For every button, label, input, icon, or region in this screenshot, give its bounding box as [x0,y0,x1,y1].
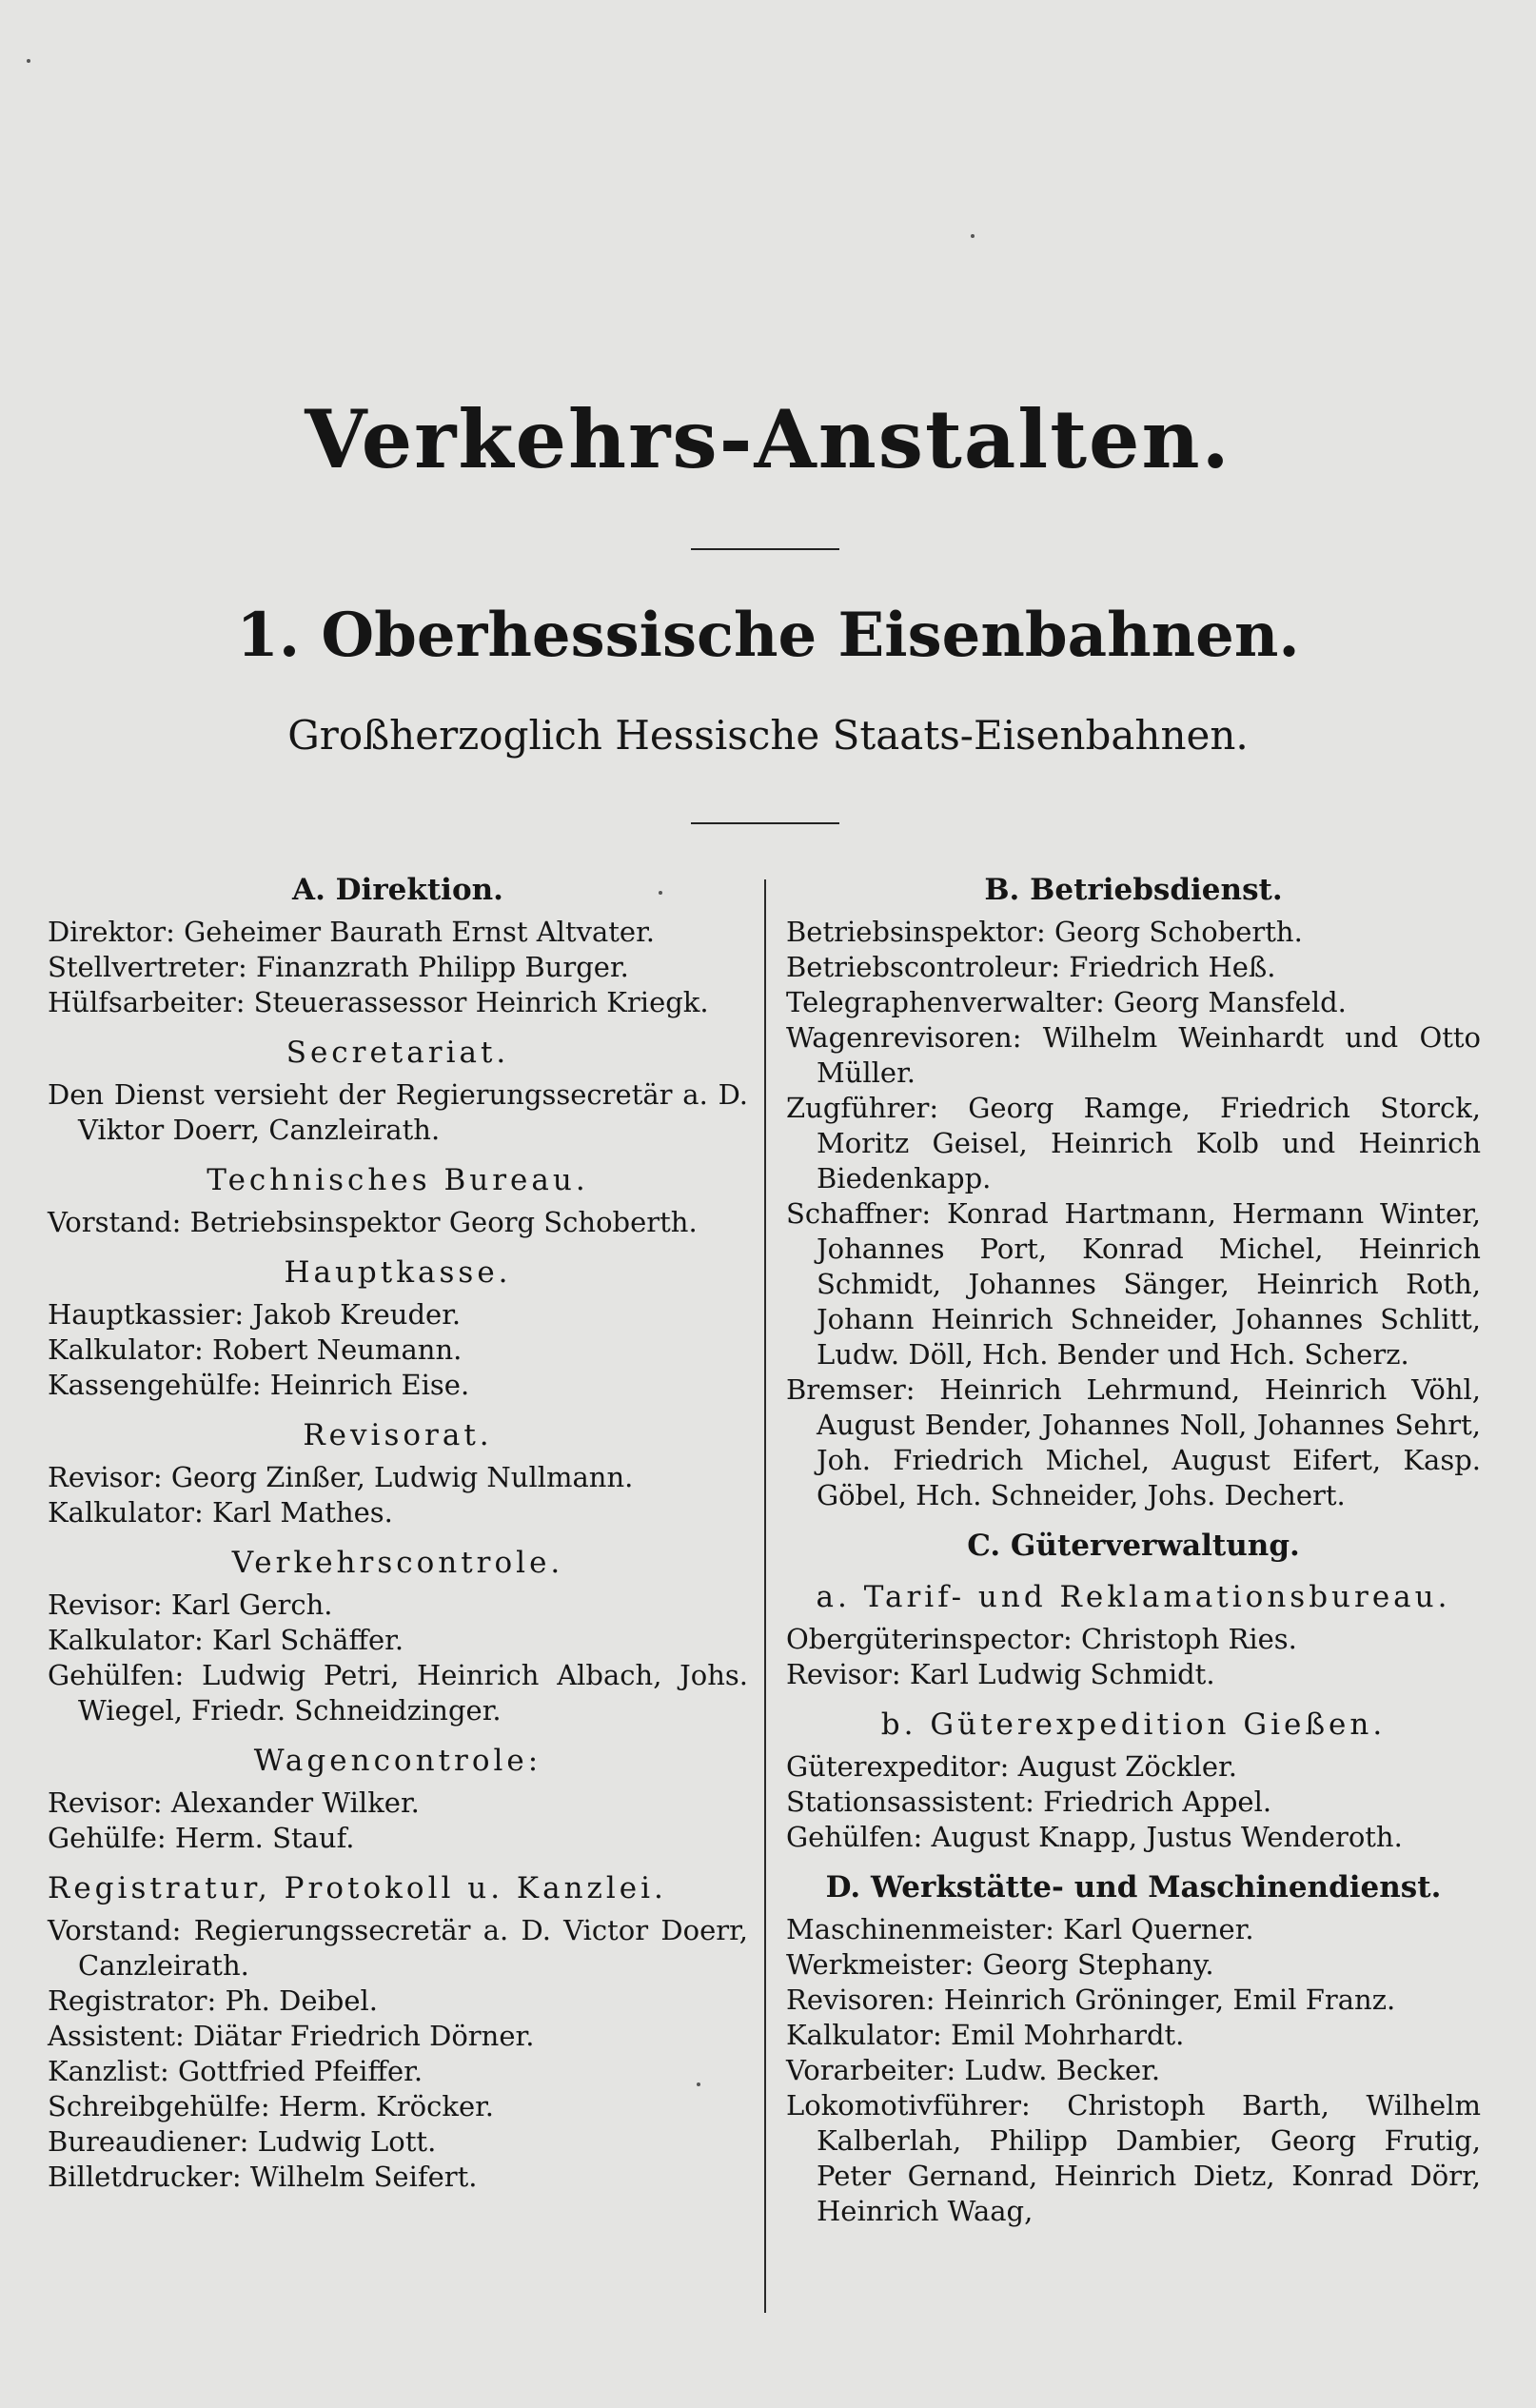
entry: Kanzlist: Gottfried Pfeiffer. [48,2055,423,2087]
right-column [786,871,1481,2229]
heading-gueterexpedition: b. Güterexpedition Gießen. [880,1707,1387,1742]
entry: Betriebscontroleur: Friedrich Heß. [786,951,1276,983]
entry: Stellvertreter: Finanzrath Philipp Burger. [48,951,629,983]
entry: Gehülfe: Herm. Stauf. [48,1822,355,1854]
entry: Telegraphenverwalter: Georg Mansfeld. [786,986,1347,1018]
entry: Kalkulator: Robert Neumann. [48,1333,463,1366]
heading-tarif-bureau: a. Tarif- und Reklamationsbureau. [816,1580,1451,1614]
heading-verkehrscontrole: Verkehrscontrole. [231,1546,564,1580]
entry: Revisor: Karl Ludwig Schmidt. [786,1658,1215,1690]
heading-revisorat: Revisorat. [303,1418,493,1452]
entry: Assistent: Diätar Friedrich Dörner. [48,2020,535,2052]
paper-speck [659,891,662,895]
heading-technisches-bureau: Technisches Bureau. [207,1163,589,1197]
subtitle-rule [691,822,839,824]
entry: Schaffner: Konrad Hartmann, Hermann Winter, Johannes Port, Konrad Michel, Heinrich Schmidt, Johannes Sänger, Heinrich Roth, Johann Heinrich Schneider, Johannes Schlitt, Ludw. Döll, Hch. Bender und Hch. Scherz. [786,1197,1481,1371]
entry: Vorarbeiter: Ludw. Becker. [786,2054,1161,2086]
entry: Kalkulator: Emil Mohrhardt. [786,2019,1185,2051]
entry: Stationsassistent: Friedrich Appel. [786,1786,1272,1818]
heading-gueterverwaltung: C. Güterverwaltung. [967,1529,1300,1563]
entry: Hülfsarbeiter: Steuerassessor Heinrich Kriegk. [48,986,709,1018]
paper-speck [27,59,30,63]
heading-registratur: Registratur, Protokoll u. Kanzlei. [48,1871,667,1905]
heading-wagencontrole: Wagencontrole: [253,1744,542,1778]
entry: Gehülfen: August Knapp, Justus Wenderoth. [786,1821,1403,1853]
entry: Revisor: Alexander Wilker. [48,1786,420,1819]
entry: Güterexpeditor: August Zöckler. [786,1750,1237,1783]
heading-betriebsdienst: B. Betriebsdienst. [984,873,1283,907]
entry: Registrator: Ph. Deibel. [48,1984,379,2017]
entry: Maschinenmeister: Karl Querner. [786,1913,1254,1945]
heading-hauptkasse: Hauptkasse. [284,1255,512,1290]
entry: Hauptkassier: Jakob Kreuder. [48,1298,462,1331]
section-title: 1. Oberhessische Eisenbahnen. [236,600,1300,671]
entry: Schreibgehülfe: Herm. Kröcker. [48,2090,494,2122]
entry: Zugführer: Georg Ramge, Friedrich Storck, Moritz Geisel, Heinrich Kolb und Heinrich Biedenkapp. [786,1092,1481,1194]
section-subtitle: Großherzoglich Hessische Staats-Eisenbahnen. [287,712,1249,759]
heading-direktion: A. Direktion. [292,873,503,907]
entry: Direktor: Geheimer Baurath Ernst Altvater. [48,916,655,948]
entry: Revisor: Karl Gerch. [48,1589,333,1621]
entry: Kalkulator: Karl Schäffer. [48,1624,404,1656]
entry: Vorstand: Regierungssecretär a. D. Victor Doerr, Canzleirath. [48,1914,748,1982]
entry: Den Dienst versieht der Regierungssecretär a. D. Viktor Doerr, Canzleirath. [48,1078,748,1146]
entry: Werkmeister: Georg Stephany. [786,1948,1214,1981]
entry: Vorstand: Betriebsinspektor Georg Schoberth. [48,1206,698,1238]
title-rule [691,548,839,550]
entry: Lokomotivführer: Christoph Barth, Wilhelm Kalberlah, Philipp Dambier, Georg Frutig, Peter Gernand, Heinrich Dietz, Konrad Dörr, Heinrich Waag, [786,2089,1481,2227]
entry: Bremser: Heinrich Lehrmund, Heinrich Vöhl, August Bender, Johannes Noll, Johannes Sehrt, Joh. Friedrich Michel, August Eifert, Kasp. Göbel, Hch. Schneider, Johs. Dechert. [786,1373,1481,1511]
entry: Billetdrucker: Wilhelm Seifert. [48,2161,478,2193]
heading-werkstaette: D. Werkstätte- und Maschinendienst. [825,1870,1442,1905]
entry: Gehülfen: Ludwig Petri, Heinrich Albach, Johs. Wiegel, Friedr. Schneidzinger. [48,1659,748,1727]
left-column [48,871,748,2195]
paper-speck [971,234,975,238]
heading-secretariat: Secretariat. [286,1036,510,1070]
entry: Kalkulator: Karl Mathes. [48,1496,393,1529]
page-title: Verkehrs-Anstalten. [305,392,1231,486]
entry: Kassengehülfe: Heinrich Eise. [48,1369,470,1401]
entry: Revisor: Georg Zinßer, Ludwig Nullmann. [48,1461,634,1493]
column-divider [764,879,766,2313]
entry: Wagenrevisoren: Wilhelm Weinhardt und Otto Müller. [786,1021,1481,1089]
entry: Bureaudiener: Ludwig Lott. [48,2125,437,2158]
entry: Betriebsinspektor: Georg Schoberth. [786,916,1303,948]
paper-speck [697,2082,700,2086]
entry: Revisoren: Heinrich Gröninger, Emil Franz. [786,1984,1396,2016]
entry: Obergüterinspector: Christoph Ries. [786,1623,1297,1655]
